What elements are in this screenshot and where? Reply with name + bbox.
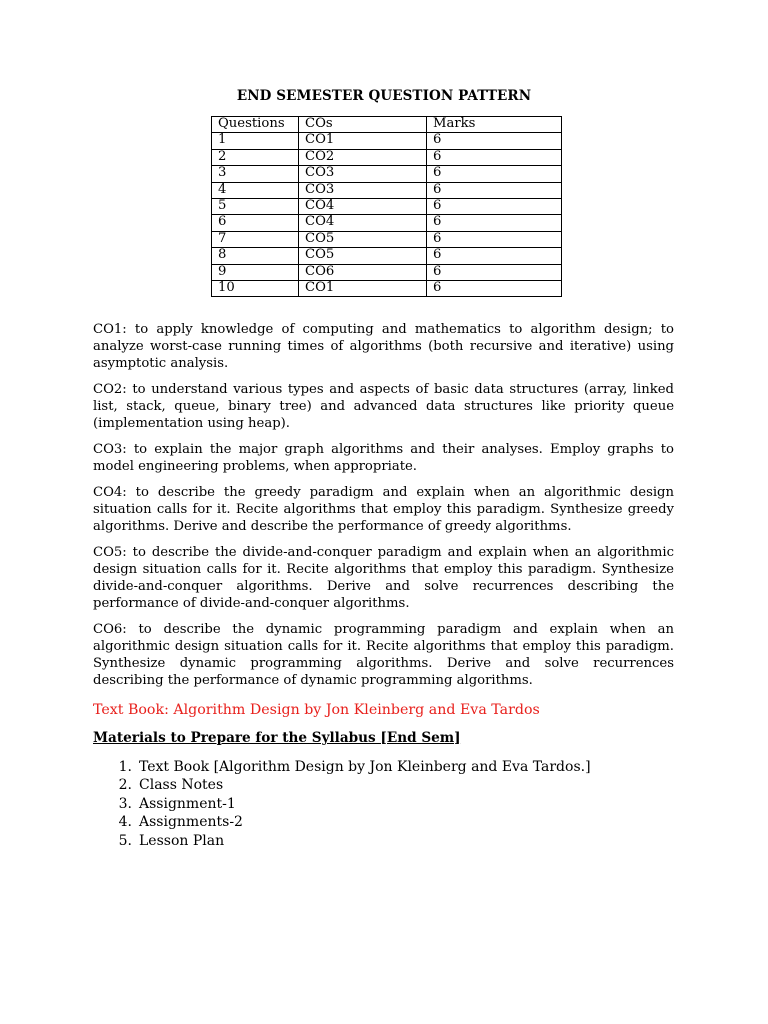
table-row: [212, 149, 562, 165]
question-cell: 10: [212, 280, 299, 296]
marks-cell: 6: [427, 198, 562, 214]
question-cell: 4: [212, 182, 299, 198]
question-cell: 9: [212, 264, 299, 280]
question-cell: 1: [212, 133, 299, 149]
co-cell: CO5: [299, 231, 427, 247]
table-row: [212, 182, 562, 198]
question-cell: 8: [212, 248, 299, 264]
marks-cell: 6: [427, 182, 562, 198]
list-item-label: Assignment-1: [139, 795, 236, 812]
table-row: [212, 215, 562, 231]
text-book-reference: Text Book: Algorithm Design by Jon Kleinberg and Eva Tardos: [93, 702, 540, 718]
question-cell: 3: [212, 166, 299, 182]
table-row: [212, 198, 562, 214]
course-outcomes: [93, 321, 674, 698]
co-cell: CO3: [299, 166, 427, 182]
materials-heading: Materials to Prepare for the Syllabus [End Sem]: [93, 730, 461, 746]
co-cell: CO6: [299, 264, 427, 280]
list-item: [93, 758, 591, 776]
list-item-label: Assignments-2: [139, 814, 243, 831]
column-header-questions: Questions: [212, 117, 299, 133]
list-item-number: 5.: [118, 832, 132, 849]
list-item-number: 2.: [118, 777, 132, 794]
co-cell: CO4: [299, 215, 427, 231]
course-outcome-co3: CO3: to explain the major graph algorithms and their analyses. Employ graphs to model engineering problems, when appropriate.: [93, 442, 674, 474]
list-item: [93, 813, 591, 831]
marks-cell: 6: [427, 133, 562, 149]
column-header-cos: COs: [299, 117, 427, 133]
course-outcome-co5: CO5: to describe the divide-and-conquer paradigm and explain when an algorithmic design situation calls for it. Recite algorithms that employ this paradigm. Synthesize divide-and-conquer algorithms. Derive and solve recurrences describing the performance of divide-and-conquer algorithms.: [93, 545, 674, 611]
co-cell: CO3: [299, 182, 427, 198]
course-outcome-co2: CO2: to understand various types and aspects of basic data structures (array, linked list, stack, queue, binary tree) and advanced data structures like priority queue (implementation using heap).: [93, 382, 674, 431]
list-item-number: 4.: [118, 814, 132, 831]
column-header-marks: Marks: [427, 117, 562, 133]
question-cell: 7: [212, 231, 299, 247]
list-item-label: Lesson Plan: [139, 832, 225, 849]
question-cell: 5: [212, 198, 299, 214]
table-row: [212, 231, 562, 247]
marks-cell: 6: [427, 248, 562, 264]
list-item-label: Class Notes: [139, 777, 224, 794]
table-row: [212, 248, 562, 264]
marks-cell: 6: [427, 166, 562, 182]
course-outcome-co4: CO4: to describe the greedy paradigm and explain when an algorithmic design situation calls for it. Recite algorithms that employ this paradigm. Synthesize greedy algorithms. Derive and describe the performance of greedy algorithms.: [93, 485, 674, 534]
marks-cell: 6: [427, 280, 562, 296]
marks-cell: 6: [427, 215, 562, 231]
materials-list: [93, 758, 591, 850]
table-row: [212, 280, 562, 296]
question-cell: 6: [212, 215, 299, 231]
list-item-label: Text Book [Algorithm Design by Jon Kleinberg and Eva Tardos.]: [139, 759, 591, 775]
course-outcome-co1: CO1: to apply knowledge of computing and mathematics to algorithm design; to analyze worst-case running times of algorithms (both recursive and iterative) using asymptotic analysis.: [93, 322, 674, 371]
list-item: [93, 776, 591, 794]
marks-cell: 6: [427, 231, 562, 247]
list-item-number: 1.: [118, 759, 132, 775]
table-row: [212, 264, 562, 280]
co-cell: CO2: [299, 149, 427, 165]
co-cell: CO5: [299, 248, 427, 264]
list-item: [93, 832, 591, 850]
course-outcome-co6: CO6: to describe the dynamic programming paradigm and explain when an algorithmic design situation calls for it. Recite algorithms that employ this paradigm. Synthesize dynamic programming algorithms. Derive and solve recurrences describing the performance of dynamic programming algorithms.: [93, 622, 674, 688]
list-item-number: 3.: [118, 795, 132, 812]
question-cell: 2: [212, 149, 299, 165]
list-item: [93, 795, 591, 813]
marks-cell: 6: [427, 149, 562, 165]
question-pattern-table: [211, 116, 562, 297]
table-row: [212, 166, 562, 182]
marks-cell: 6: [427, 264, 562, 280]
co-cell: CO1: [299, 280, 427, 296]
co-cell: CO4: [299, 198, 427, 214]
page-title: END SEMESTER QUESTION PATTERN: [236, 88, 532, 104]
table-row: [212, 133, 562, 149]
table-header-row: [212, 117, 562, 133]
co-cell: CO1: [299, 133, 427, 149]
